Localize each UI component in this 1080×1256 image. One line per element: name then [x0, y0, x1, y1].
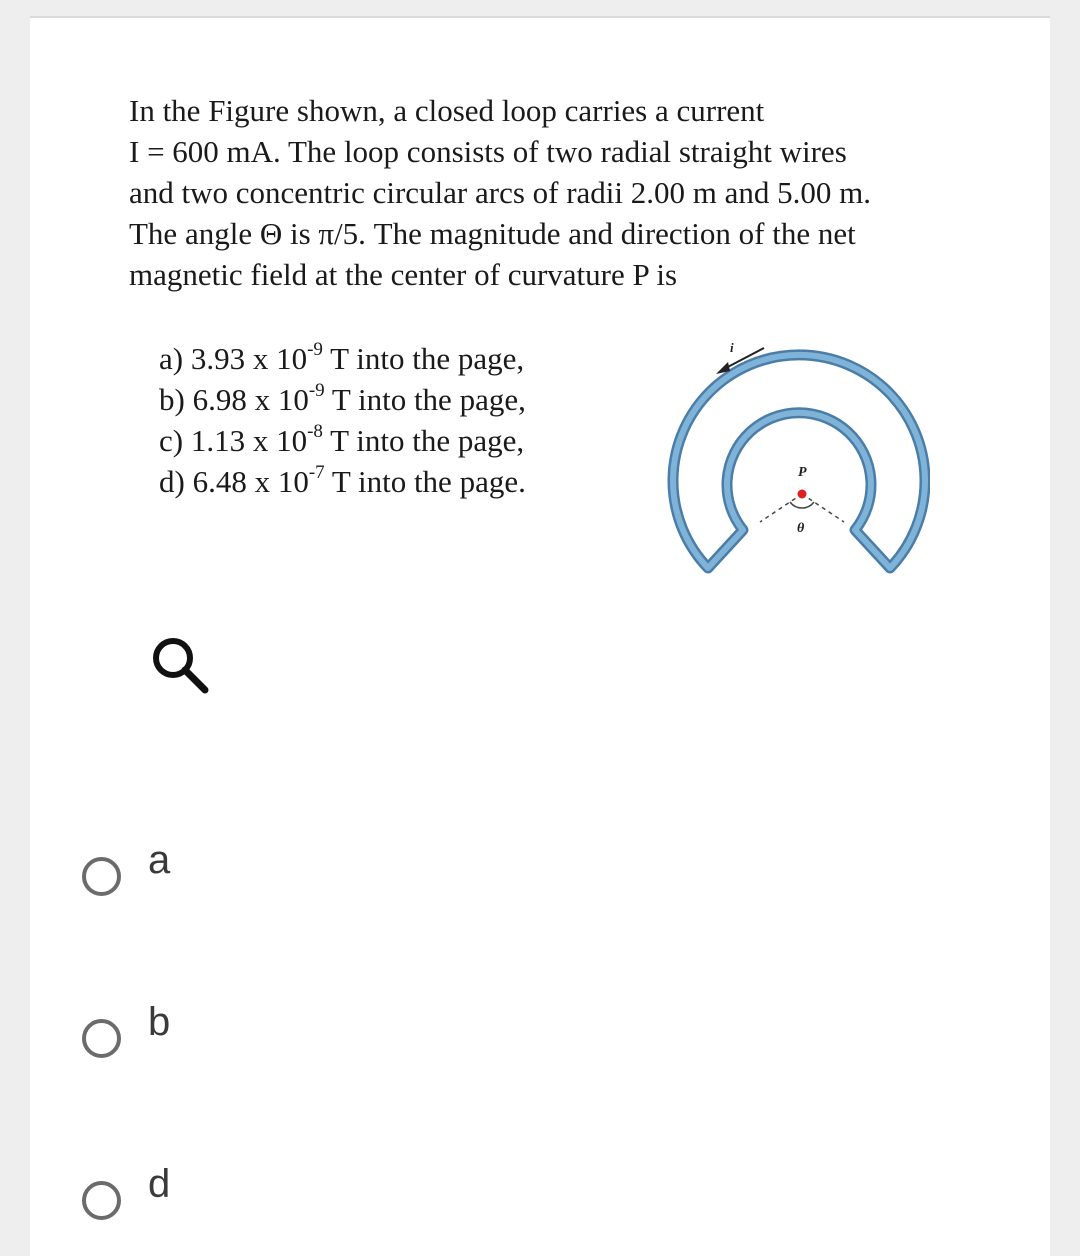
option-label: d [148, 1161, 171, 1206]
option-label: b [148, 999, 171, 1044]
choice-d: d) 6.48 x $10^{-7}$ T into the page. [159, 461, 526, 499]
question-line: magnetic field at the center of curvature P is [129, 257, 678, 292]
radio-button-a[interactable] [82, 857, 121, 896]
radial-guide-right [802, 494, 844, 522]
choice-a: a) 3.93 x $10^{-9}$ T into the page, [159, 338, 525, 376]
radio-button-b[interactable] [82, 1019, 121, 1058]
search-icon[interactable] [145, 630, 211, 696]
question-line: The angle Θ is π/5. The magnitude and direction of the net [129, 216, 856, 251]
loop-figure [640, 318, 930, 588]
option-label: a [148, 837, 171, 882]
choice-c: c) 1.13 x $10^{-8}$ T into the page, [159, 420, 525, 458]
center-label: P [798, 465, 807, 480]
question-line: and two concentric circular arcs of radii 2.00 m and 5.00 m. [129, 175, 872, 210]
option-a[interactable] [82, 837, 382, 906]
option-b[interactable] [82, 999, 382, 1068]
question-text [129, 90, 969, 295]
question-card [30, 16, 1050, 1256]
question-line: I = 600 mA. The loop consists of two radial straight wires [129, 134, 847, 169]
answer-choices-list [159, 338, 639, 502]
radio-button-d[interactable] [82, 1181, 121, 1220]
angle-arc [790, 502, 814, 508]
radial-guide-left [760, 494, 802, 522]
option-d[interactable] [82, 1161, 382, 1230]
center-point [798, 490, 807, 499]
angle-label: θ [797, 521, 805, 536]
question-line: In the Figure shown, a closed loop carries a current [129, 93, 765, 128]
choice-b: b) 6.98 x $10^{-9}$ T into the page, [159, 379, 526, 417]
current-label: i [730, 340, 734, 355]
